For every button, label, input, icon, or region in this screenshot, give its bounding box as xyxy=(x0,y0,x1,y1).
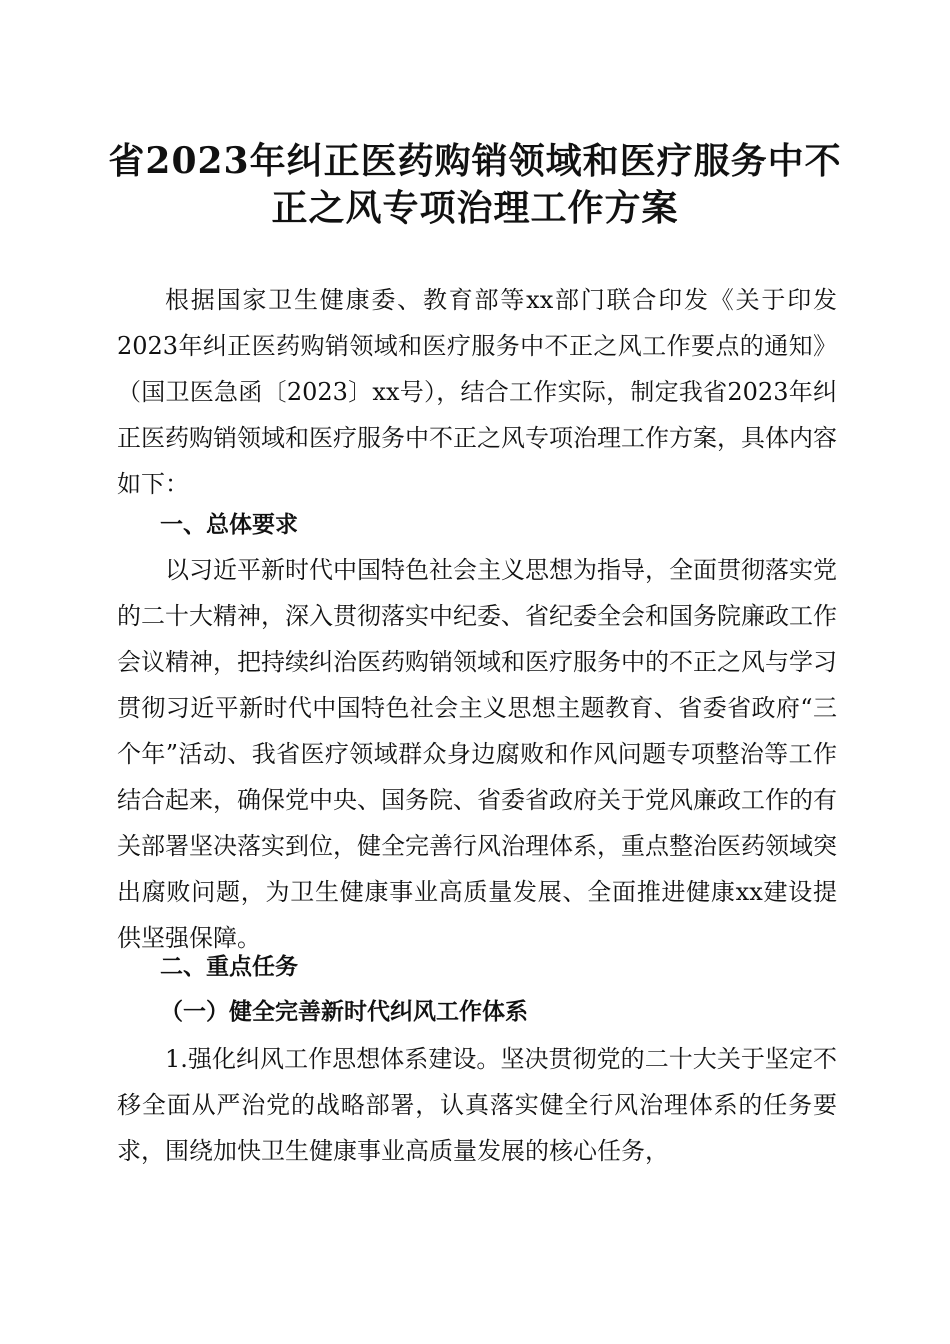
section-heading-key-tasks: 二、重点任务 xyxy=(160,954,298,980)
subsection-heading-1: （一）健全完善新时代纠风工作体系 xyxy=(160,998,528,1025)
section-heading-general-requirements: 一、总体要求 xyxy=(160,512,298,538)
general-requirements-paragraph: 以习近平新时代中国特色社会主义思想为指导，全面贯彻落实党的二十大精神，深入贯彻落实中纪委、省纪委全会和国务院廉政工作会议精神，把持续纠治医药购销领域和医疗服务中的不正之风与学习贯彻习近平新时代中国特色社会主义思想主题教育、省委省政府“三个年”活动、我省医疗领域群众身边腐败和作风问题专项整治等工作结合起来，确保党中央、国务院、省委省政府关于党风廉政工作的有关部署坚决落实到位，健全完善行风治理体系，重点整治医药领域突出腐败问题，为卫生健康事业高质量发展、全面推进健康xx建设提供坚强保障。 xyxy=(117,556,837,952)
document-title-line-2: 正之风专项治理工作方案 xyxy=(271,187,679,229)
document-title-line-1: 省2023年纠正医药购销领域和医疗服务中不 xyxy=(108,140,842,182)
intro-paragraph: 根据国家卫生健康委、教育部等xx部门联合印发《关于印发2023年纠正医药购销领域和医疗服务中不正之风工作要点的通知》（国卫医急函〔2023〕xx号），结合工作实际，制定我省2023年纠正医药购销领域和医疗服务中不正之风专项治理工作方案，具体内容如下： xyxy=(117,286,837,498)
task-item-1-paragraph: 1.强化纠风工作思想体系建设。坚决贯彻党的二十大关于坚定不移全面从严治党的战略部署，认真落实健全行风治理体系的任务要求，围绕加快卫生健康事业高质量发展的核心任务， xyxy=(117,1045,837,1165)
